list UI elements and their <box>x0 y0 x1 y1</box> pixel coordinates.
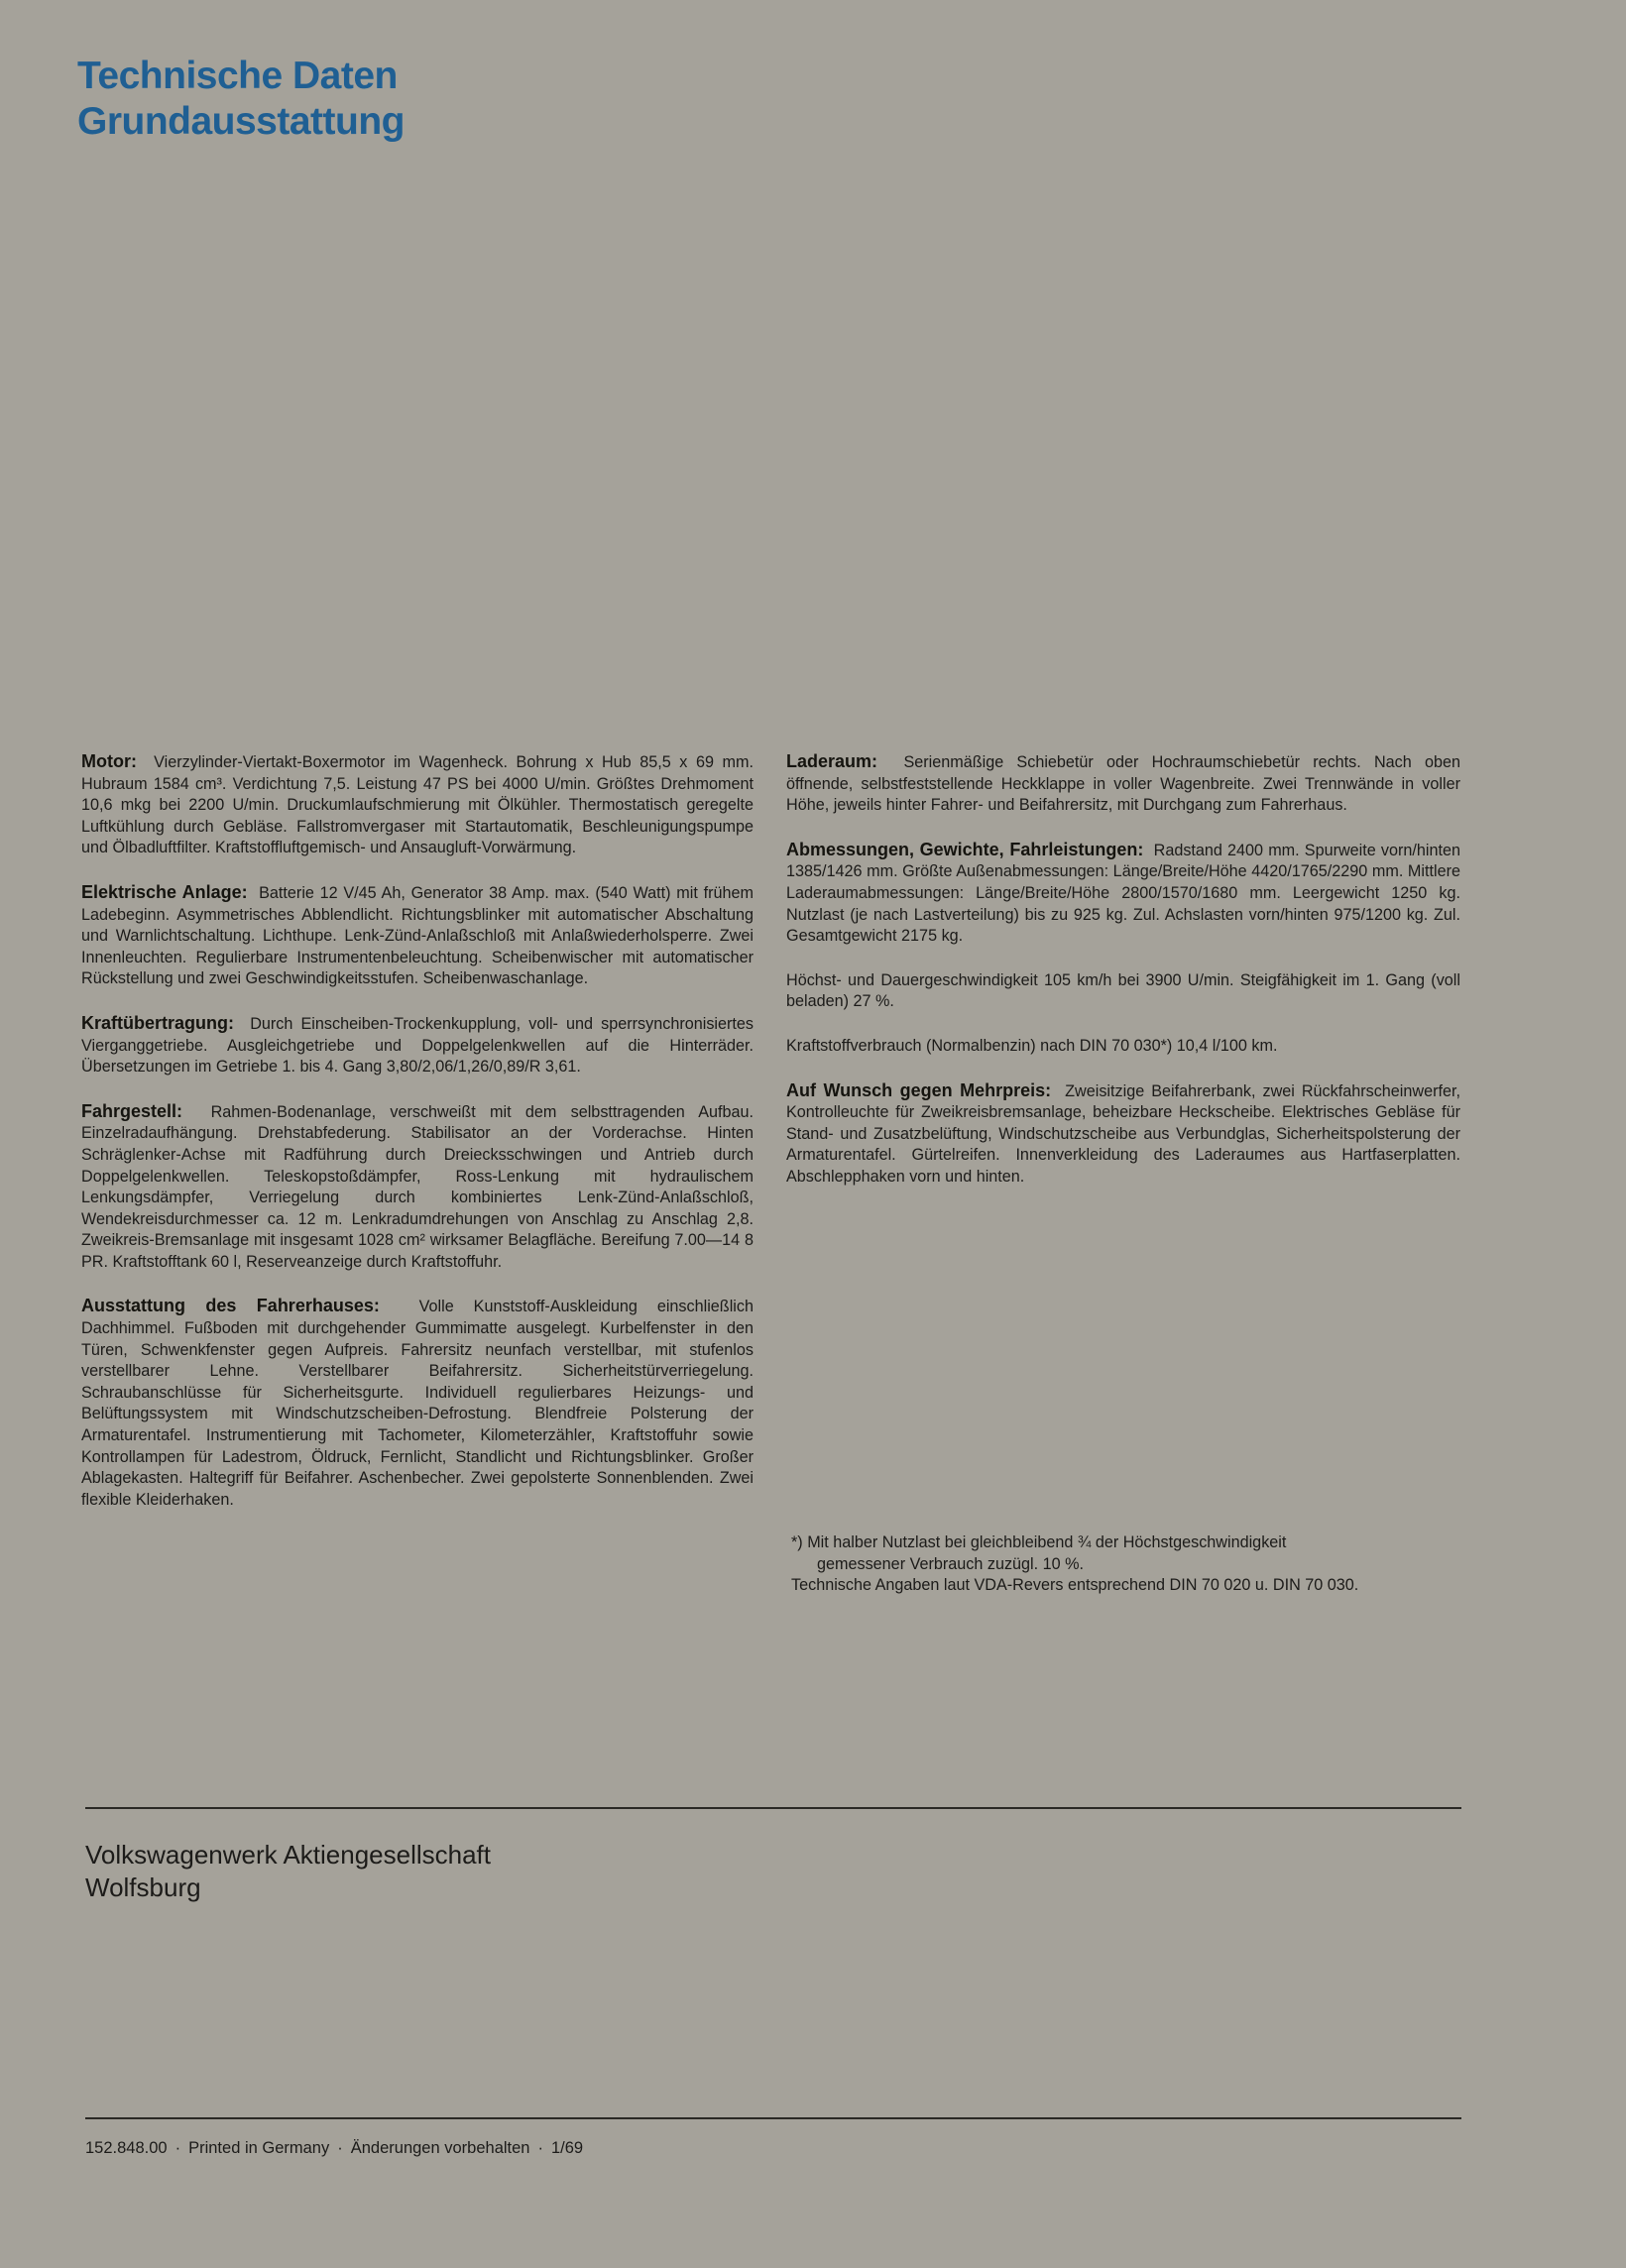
imprint-number: 152.848.00 <box>85 2139 168 2157</box>
company-name: Volkswagenwerk Aktiengesellschaft <box>85 1840 492 1870</box>
separator-dot: · <box>537 2139 543 2157</box>
section-text: Kraftstoffverbrauch (Normalbenzin) nach DIN 70 030*) 10,4 l/100 km. <box>786 1036 1278 1055</box>
section-text: Serienmäßige Schiebetür oder Hochraumschiebetür rechts. Nach oben öffnende, selbstfeststellende Heckklappe in voller Wagenbreite. Zwei Trennwände in voller Höhe, jeweils hinter Fahrer- und Beifahrersitz, mit Durchgang zum Fahrerhaus. <box>786 753 1460 815</box>
section-laderaum <box>786 751 1460 817</box>
imprint-line <box>85 2138 583 2158</box>
section-text: Batterie 12 V/45 Ah, Generator 38 Amp. max. (540 Watt) mit frühem Ladebeginn. Asymmetrisches Abblendlicht. Richtungsblinker mit automatischer Abschaltung und Warnlichtschaltung. Lichthupe. Lenk-Zünd-Anlaßschloß mit Anlaßwiederholsperre. Zwei Innenleuchten. Regulierbare Instrumentenbeleuchtung. Scheibenwischer mit automatischer Rückstellung und zwei Geschwindigkeitsstufen. Scheibenwaschanlage. <box>81 883 754 988</box>
section-abmessungen <box>786 840 1460 948</box>
section-heading: Fahrgestell: <box>81 1100 183 1121</box>
separator-dot: · <box>174 2139 181 2157</box>
footnote-line-3: Technische Angaben laut VDA-Revers entsprechend DIN 70 020 u. DIN 70 030. <box>791 1576 1359 1595</box>
section-text: Höchst- und Dauergeschwindigkeit 105 km/h bei 3900 U/min. Steigfähigkeit im 1. Gang (voll beladen) 27 %. <box>786 970 1460 1011</box>
section-ausstattung-fahrerhaus <box>81 1296 754 1511</box>
title-line-1: Technische Daten <box>77 55 398 97</box>
section-heading: Kraftübertragung: <box>81 1012 234 1033</box>
section-text: Zweisitzige Beifahrerbank, zwei Rückfahrscheinwerfer, Kontrolleuchte für Zweikreisbremsanlage, beheizbare Heckscheibe. Elektrisches Gebläse für Stand- und Zusatzbelüftung, Windschutzscheibe aus Verbundglas, Sicherheitspolsterung der Armaturentafel. Gürtelreifen. Innenverkleidung des Laderaumes aus Hartfaserplatten. Abschlepphaken vorn und hinten. <box>786 1081 1460 1186</box>
title-line-2: Grundausstattung <box>77 100 405 143</box>
section-elektrische-anlage <box>81 882 754 990</box>
company-block <box>85 1839 491 1904</box>
page-title <box>77 54 405 145</box>
section-fahrgestell <box>81 1101 754 1274</box>
right-column <box>786 751 1460 1211</box>
footnote <box>791 1532 1475 1597</box>
footnote-line-2: gemessener Verbrauch zuzügl. 10 %. <box>817 1554 1085 1573</box>
section-heading: Elektrische Anlage: <box>81 881 248 902</box>
section-text: Radstand 2400 mm. Spurweite vorn/hinten 1385/1426 mm. Größte Außenabmessungen: Länge/Breite/Höhe 4420/1765/2290 mm. Mittlere Laderaumabmessungen: Länge/Breite/Höhe 2800/1570/1680 mm. Leergewicht 1250 kg. Nutzlast (je nach Lastverteilung) bis zu 925 kg. Zul. Achslasten vorn/hinten 975/1200 kg. Zul. Gesamtgewicht 2175 kg. <box>786 841 1461 946</box>
section-text: Rahmen-Bodenanlage, verschweißt mit dem selbsttragenden Aufbau. Einzelradaufhängung. Drehstabfederung. Stabilisator an der Vorderachse. Hinten Schräglenker-Achse mit Radführung durch Dreiecksschwingen und Antrieb durch Doppelgelenkwellen. Teleskopstoßdämpfer, Ross-Lenkung mit hydraulischem Lenkungsdämpfer, Verriegelung durch kombiniertes Lenk-Zünd-Anlaßschloß, Wendekreisdurchmesser ca. 12 m. Lenkradumdrehungen von Anschlag zu Anschlag 2,8. Zweikreis-Bremsanlage mit insgesamt 1028 cm² wirksamer Belagfläche. Bereifung 7.00—14 8 PR. Kraftstofftank 60 l, Reserveanzeige durch Kraftstoffuhr. <box>81 1102 754 1271</box>
imprint-date: 1/69 <box>550 2139 584 2157</box>
section-motor <box>81 751 754 859</box>
separator-dot: · <box>337 2139 343 2157</box>
section-text: Volle Kunststoff-Auskleidung einschließlich Dachhimmel. Fußboden mit durchgehender Gummimatte ausgelegt. Kurbelfenster in den Türen, Schwenkfenster gegen Aufpreis. Fahrersitz neunfach verstellbar, mit stufenlos verstellbarer Lehne. Verstellbarer Beifahrersitz. Sicherheitstürverriegelung. Schraubanschlüsse für Sicherheitsgurte. Individuell regulierbares Heizungs- und Belüftungssystem mit Windschutzscheiben-Defrostung. Blendfreie Polsterung der Armaturentafel. Instrumentierung mit Tachometer, Kilometerzähler, Kraftstoffuhr sowie Kontrollampen für Ladestrom, Öldruck, Fernlicht, Standlicht und Richtungsblinker. Großer Ablagekasten. Haltegriff für Beifahrer. Aschenbecher. Zwei gepolsterte Sonnenblenden. Zwei flexible Kleiderhaken. <box>81 1298 754 1509</box>
footnote-line-1: *) Mit halber Nutzlast bei gleichbleibend ¾ der Höchstgeschwindigkeit <box>791 1533 1287 1551</box>
section-heading: Abmessungen, Gewichte, Fahrleistungen: <box>786 839 1144 859</box>
imprint-printed: Printed in Germany <box>188 2139 330 2157</box>
section-text: Durch Einscheiben-Trockenkupplung, voll- und sperrsynchronisiertes Vierganggetriebe. Ausgleichgetriebe und Doppelgelenkwellen auf die Hinterräder. Übersetzungen im Getriebe 1. bis 4. Gang 3,80/2,06/1,26/0,89/R 3,61. <box>81 1014 755 1077</box>
divider-bottom <box>85 2117 1461 2119</box>
imprint-changes: Änderungen vorbehalten <box>350 2139 530 2157</box>
section-kraftuebertragung <box>81 1013 754 1078</box>
section-heading: Ausstattung des Fahrerhauses: <box>81 1296 380 1316</box>
section-heading: Motor: <box>81 751 137 771</box>
section-auf-wunsch <box>786 1080 1460 1189</box>
section-geschwindigkeit <box>786 970 1460 1013</box>
section-kraftstoffverbrauch <box>786 1036 1460 1058</box>
section-heading: Laderaum: <box>786 751 878 771</box>
company-city: Wolfsburg <box>85 1872 201 1902</box>
section-text: Vierzylinder-Viertakt-Boxermotor im Wagenheck. Bohrung x Hub 85,5 x 69 mm. Hubraum 1584 cm³. Verdichtung 7,5. Leistung 47 PS bei 4000 U/min. Größtes Drehmoment 10,6 mkg bei 2200 U/min. Druckumlaufschmierung mit Ölkühler. Thermostatisch geregelte Luftkühlung durch Gebläse. Fallstromvergaser mit Startautomatik, Beschleunigungspumpe und Ölbadluftfilter. Kraftstoffluftgemisch- und Ansaugluft-Vorwärmung. <box>81 753 754 857</box>
left-column <box>81 751 754 1533</box>
section-heading: Auf Wunsch gegen Mehrpreis: <box>786 1079 1052 1100</box>
divider-top <box>85 1807 1461 1809</box>
